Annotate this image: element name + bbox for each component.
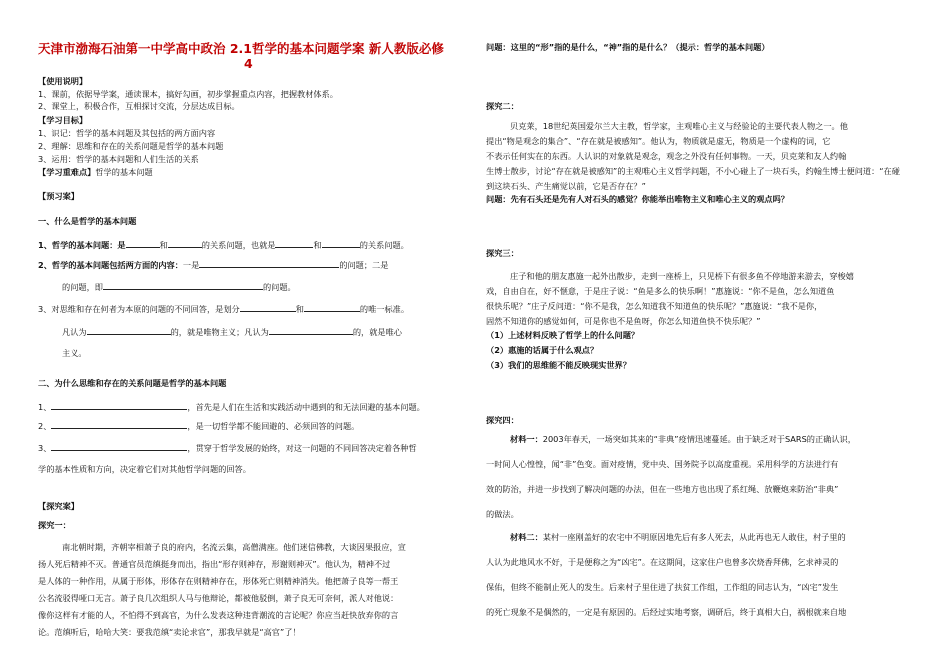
explore-2-text: 生博士散步，讨论“存在就是被感知”的主观唯心主义哲学问题，不小心碰上了一块石头，约翰生博士便问道：“在碰 [486, 166, 900, 176]
goals-header: 【学习目标】 [38, 115, 88, 125]
question-1 [38, 238, 409, 251]
blank-field[interactable] [275, 238, 313, 248]
goal-item: 1、识记：哲学的基本问题及其包括的两方面内容 [38, 128, 216, 138]
explore-3-text: 固然不知道你的感觉如何，可是你也不是鱼呀，你怎么知道鱼快不快乐呢？” [486, 316, 761, 326]
explore-1-text: 扬人死后精神不灭。普通官员范缜挺身而出，指出“形存则神存，形谢则神灭”。他认为，精神不过 [38, 559, 391, 569]
reason-3 [38, 441, 417, 454]
usage-header: 【使用说明】 [38, 76, 88, 86]
explore-3-question: （2）惠施的话属于什么观点？ [486, 345, 599, 355]
q1-mid: 的关系问题，也就是 [201, 240, 276, 250]
material-2-text: 人认为此地风水不好，于是便称之为“凶宅”。在这期间，这家住户也曾多次烧香拜佛，乞求神灵的 [486, 557, 839, 567]
q2-ie: 的问题，即 [62, 282, 103, 292]
r2-text: ，是一切哲学都不能回避的、必须回答的问题。 [187, 421, 360, 431]
r2-num: 2、 [38, 421, 52, 431]
usage-item: 1、课前，依据导学案，通读课本，搞好勾画，初步掌握重点内容，把握教材体系。 [38, 89, 338, 99]
r3-num: 3、 [38, 443, 52, 453]
question-3-end: 主义。 [62, 348, 87, 358]
blank-field[interactable] [87, 325, 171, 335]
explore-3-title: 探究三： [486, 248, 519, 258]
blank-field[interactable] [51, 441, 187, 451]
blank-field[interactable] [240, 302, 296, 312]
r1-num: 1、 [38, 402, 52, 412]
question-2-cont [62, 280, 296, 293]
section-2-title: 二、为什么思维和存在的关系问题是哲学的基本问题 [38, 378, 227, 388]
blank-field[interactable] [322, 238, 360, 248]
key-text: 哲学的基本问题 [95, 167, 153, 177]
doc-title: 天津市渤海石油第一中学高中政治 2.1哲学的基本问题学案 新人教版必修 [38, 41, 444, 56]
q3-ideal: 的，就是唯心 [352, 327, 402, 337]
material-1 [510, 434, 856, 445]
blank-field[interactable] [126, 238, 160, 248]
explore-2-text: 提出“物是观念的集合”、“存在就是被感知”。他认为，物质就是虚无，物质是一个虚构的词，它 [486, 136, 831, 146]
explore-1-text: 公名流驳得哑口无言。萧子良几次组织人马与他辩论，都被他驳倒，萧子良无可奈何，派人对他说： [38, 593, 399, 603]
material-1-text: 一时间人心惶惶，闻“非”色变。面对疫情，党中央、国务院予以高度重视。采用科学的方法进行有 [486, 459, 839, 469]
material-1-label: 材料一： [510, 434, 543, 444]
r1-text: ，首先是人们在生活和实践活动中遇到的和无法回避的基本问题。 [187, 402, 425, 412]
blank-field[interactable] [51, 419, 187, 429]
q2-first: 一是 [182, 260, 200, 270]
q1-end: 的关系问题。 [359, 240, 409, 250]
q2-second: 的问题；二是 [339, 260, 389, 270]
explore-3-question: （1）上述材料反映了哲学上的什么问题？ [486, 330, 640, 340]
section-1-title: 一、什么是哲学的基本问题 [38, 216, 137, 226]
blank-field[interactable] [51, 400, 187, 410]
question-form-spirit: 问题：这里的“形”指的是什么，“神”指的是什么？（提示：哲学的基本问题） [486, 42, 770, 52]
key-label: 【学习重难点】 [38, 167, 96, 177]
question-2 [38, 258, 388, 271]
explore-3-question: （3）我们的思维能不能反映现实世界？ [486, 360, 631, 370]
reason-2 [38, 419, 359, 432]
q1-and: 和 [159, 240, 168, 250]
blank-field[interactable] [304, 302, 360, 312]
explore-3-text: 庄子和他的朋友惠施一起外出散步，走到一座桥上，只见桥下有很多鱼不停地游来游去，穿梭嬉 [510, 271, 854, 281]
key-points [38, 167, 153, 178]
preview-header: 【预习案】 [38, 191, 79, 201]
q3-label: 3、对思维和存在何者为本原的问题的不同回答，是划分 [38, 304, 240, 314]
explore-2-question: 问题：先有石头还是先有人对石头的感觉？你能举出唯物主义和唯心主义的观点吗？ [486, 194, 789, 204]
material-2 [510, 532, 846, 543]
explore-4-title: 探究四： [486, 415, 519, 425]
explore-1-text: 是人体的一种作用，从属于形体，形体存在则精神存在，形体死亡则精神消失。他把萧子良等一帮王 [38, 576, 399, 586]
explore-2-text: 不表示任何实在的东西。人认识的对象就是观念，观念之外没有任何事物。一天，贝克莱和友人约翰 [486, 151, 847, 161]
doc-title-cont: 4 [244, 56, 253, 71]
explore-2-text: 贝克莱，18世纪英国爱尔兰大主教，哲学家，主观唯心主义与经验论的主要代表人物之一。他 [510, 121, 848, 131]
r3-text: ，贯穿于哲学发展的始终，对这一问题的不同回答决定着各种哲 [187, 443, 417, 453]
explore-1-text: 像你这样有才能的人，不怕得不到高官，为什么发表这种违背潮流的言论呢？你应当赶快放弃你的言 [38, 610, 399, 620]
goal-item: 2、理解：思维和存在的关系问题是哲学的基本问题 [38, 141, 224, 151]
question-3-cont [62, 325, 402, 338]
q2-end: 的问题。 [262, 282, 296, 292]
material-2-label: 材料二： [510, 532, 543, 542]
question-3 [38, 302, 409, 315]
usage-item: 2、课堂上，积极合作，互相探讨交流，分层达成目标。 [38, 101, 240, 111]
q3-and: 和 [295, 304, 304, 314]
blank-field[interactable] [269, 325, 353, 335]
blank-field[interactable] [199, 258, 339, 268]
q3-if: 凡认为 [62, 327, 87, 337]
explore-header: 【探究案】 [38, 501, 79, 511]
q2-label: 2、哲学的基本问题包括两方面的内容： [38, 260, 183, 270]
q3-mat: 的，就是唯物主义；凡认为 [170, 327, 269, 337]
explore-2-text: 到这块石头、产生痛觉以前，它是否存在？” [486, 181, 646, 191]
explore-1-text: 论。范缜听后，哈哈大笑：要我范缜“卖论求官”，那我早就是“高官”了！ [38, 627, 301, 637]
explore-1-title: 探究一： [38, 520, 71, 530]
q1-and2: 和 [313, 240, 322, 250]
blank-field[interactable] [103, 280, 263, 290]
reason-3-cont: 学的基本性质和方向，决定着它们对其他哲学问题的回答。 [38, 464, 251, 474]
q1-label: 1、哲学的基本问题：是 [38, 240, 126, 250]
explore-2-title: 探究二： [486, 101, 519, 111]
blank-field[interactable] [168, 238, 202, 248]
explore-3-text: 戏，自由自在，好不惬意，于是庄子说：“鱼是多么的快乐啊！”惠施说：“你不是鱼，怎么知道鱼 [486, 286, 835, 296]
material-1-text: 2003年春天，一场突如其来的“非典”疫情迅速蔓延。由于缺乏对于SARS的正确认识， [542, 434, 856, 444]
material-1-text: 效的防治，并进一步找到了解决问题的办法，但在一些地方也出现了系红绳、放鞭炮来防治“非典” [486, 484, 839, 494]
goal-item: 3、运用：哲学的基本问题和人们生活的关系 [38, 154, 199, 164]
reason-1 [38, 400, 425, 413]
material-2-text: 的死亡现象不是偶然的，一定是有原因的。后经过实地考察，调研后，终于真相大白，祸根就来自地 [486, 607, 847, 617]
material-1-text: 的做法。 [486, 509, 519, 519]
material-2-text: 某村一座刚盖好的农宅中不明原因地先后有多人死去，从此再也无人敢住，村子里的 [542, 532, 846, 542]
material-2-text: 保佑，但终不能制止死人的发生。后来村子里住进了扶贫工作组，工作组的同志认为，“凶宅”发生 [486, 582, 839, 592]
q3-end: 的唯一标准。 [359, 304, 410, 314]
explore-3-text: 很快乐呢？”庄子反问道：“你不是我，怎么知道我不知道鱼的快乐呢？”惠施说：“我不是你， [486, 301, 823, 311]
explore-1-text: 南北朝时期，齐朝宰相萧子良的府内，名流云集，高僧满座。他们迷信佛教，大谈因果报应，宣 [62, 542, 406, 552]
